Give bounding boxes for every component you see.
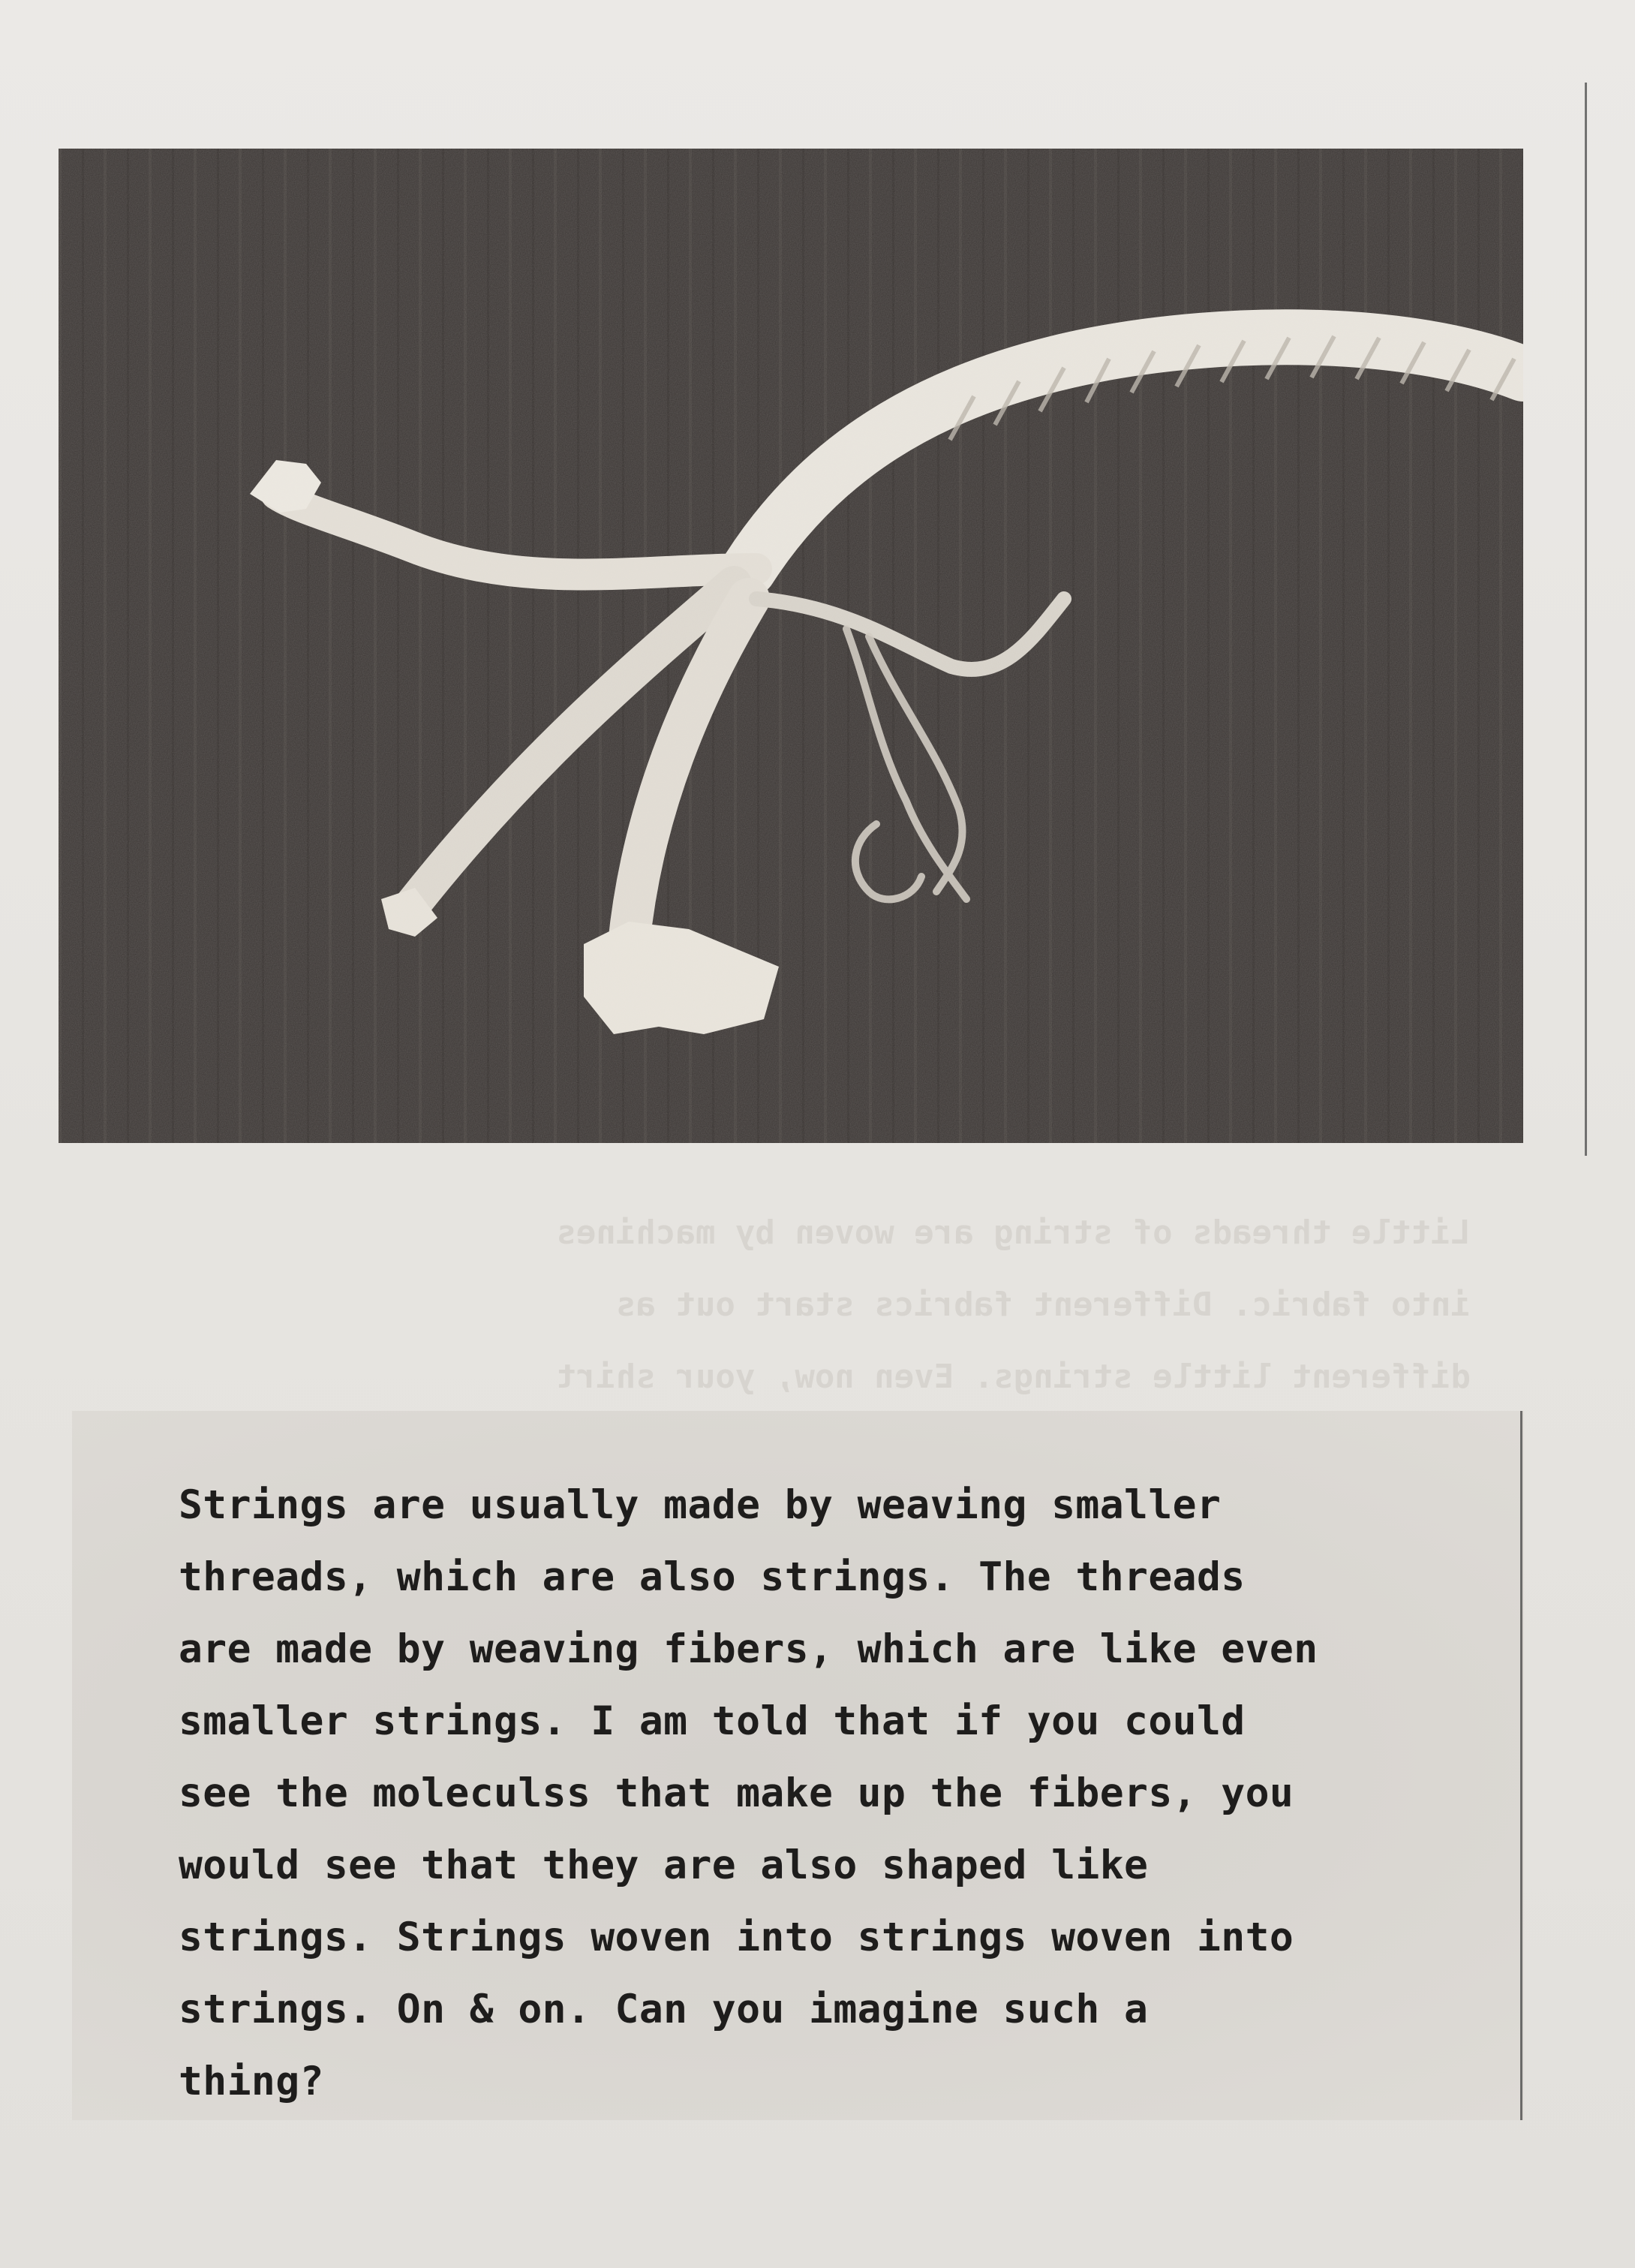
- caption-text: Strings are usually made by weaving smaller threads, which are also strings. The threads are made by weaving fibers, which are like even smaller strings. I am told that if you could see the moleculss that make up the fibers, you would see that they are also shaped like strings. Strings woven into strings woven into strings. On & on. Can you imagine such a thing?: [179, 1482, 1318, 2104]
- rope-photo: [59, 149, 1523, 1143]
- page-edge-line: [1585, 83, 1587, 1156]
- bleed-through-text: Little threads of string are woven by machines into fabric. Different fabrics start out as different little strings. Even now, your shirt: [556, 1214, 1471, 1396]
- caption-border: [1520, 1411, 1522, 2120]
